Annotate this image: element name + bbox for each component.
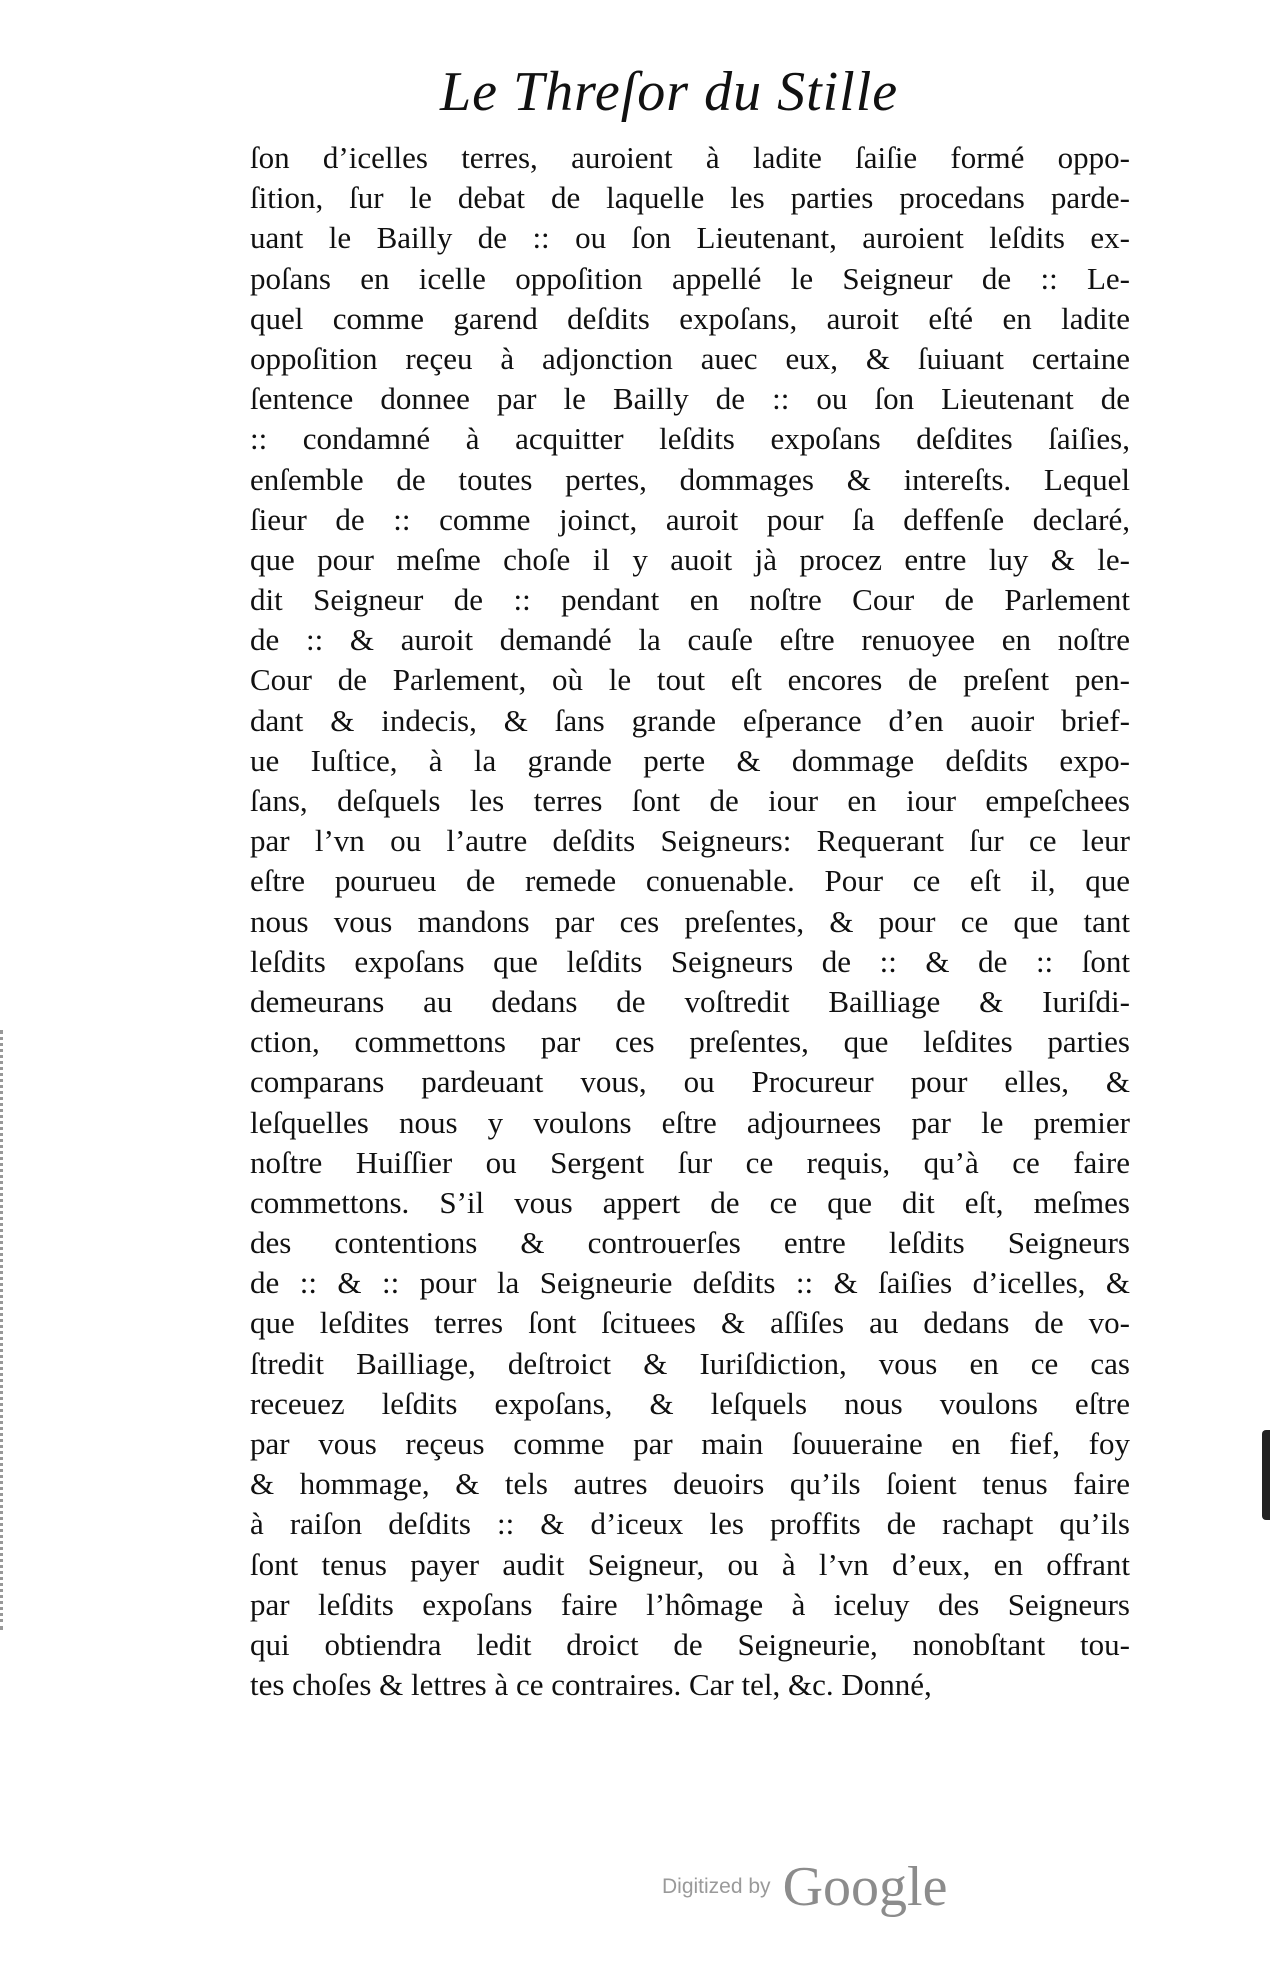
text-line: des contentions & controuerſes entre leſdits Seigneurs: [250, 1225, 1130, 1261]
text-line: comparans pardeuant vous, ou Procureur pour elles, &: [250, 1064, 1130, 1100]
text-line: ue Iuſtice, à la grande perte & dommage deſdits expo-: [250, 742, 1130, 778]
text-line: oppoſition reçeu à adjonction auec eux, & ſuiuant certaine: [250, 340, 1130, 376]
text-line: que leſdites terres ſont ſcituees & aſſiſes au dedans de vo-: [250, 1305, 1130, 1341]
text-line: nous vous mandons par ces preſentes, & pour ce que tant: [250, 903, 1130, 939]
text-line: commettons. S’il vous appert de ce que dit eſt, meſmes: [250, 1184, 1130, 1220]
text-line: poſans en icelle oppoſition appellé le Seigneur de :: Le-: [250, 260, 1130, 296]
text-line: receuez leſdits expoſans, & leſquels nous voulons eſtre: [250, 1385, 1130, 1421]
text-line: ſieur de :: comme joinct, auroit pour ſa deffenſe declaré,: [250, 501, 1130, 537]
text-line: par leſdits expoſans faire l’hômage à iceluy des Seigneurs: [250, 1586, 1130, 1622]
page-edge-specks: [0, 1030, 13, 1630]
text-line: eſtre pourueu de remede conuenable. Pour ce eſt il, que: [250, 863, 1130, 899]
text-line: ſtredit Bailliage, deſtroict & Iuriſdiction, vous en ce cas: [250, 1345, 1130, 1381]
text-line: enſemble de toutes pertes, dommages & intereſts. Lequel: [250, 461, 1130, 497]
text-line: dit Seigneur de :: pendant en noſtre Cour de Parlement: [250, 582, 1130, 618]
text-line: ſition, ſur le debat de laquelle les parties procedans parde-: [250, 180, 1130, 216]
text-line: quel comme garend deſdits expoſans, auroit eſté en ladite: [250, 300, 1130, 336]
text-line: demeurans au dedans de voſtredit Bailliage & Iuriſdi-: [250, 983, 1130, 1019]
text-line: uant le Bailly de :: ou ſon Lieutenant, auroient leſdits ex-: [250, 220, 1130, 256]
text-line: noſtre Huiſſier ou Sergent ſur ce requis, qu’à ce faire: [250, 1144, 1130, 1180]
text-line: ction, commettons par ces preſentes, que leſdites parties: [250, 1024, 1130, 1060]
text-line: ſont tenus payer audit Seigneur, ou à l’vn d’eux, en offrant: [250, 1546, 1130, 1582]
text-line: leſquelles nous y voulons eſtre adjournees par le premier: [250, 1104, 1130, 1140]
text-line: qui obtiendra ledit droict de Seigneurie, nonobſtant tou-: [250, 1626, 1130, 1662]
text-line: tes choſes & lettres à ce contraires. Car tel, &c. Donné,: [250, 1667, 932, 1703]
google-logo: Google: [782, 1856, 948, 1918]
watermark-prefix: Digitized by: [662, 1875, 771, 1898]
page-edge-mark: [1262, 1430, 1270, 1520]
text-line: par l’vn ou l’autre deſdits Seigneurs: Requerant ſur ce leur: [250, 823, 1130, 859]
text-line: que pour meſme choſe il y auoit jà procez entre luy & le-: [250, 541, 1130, 577]
text-line: Cour de Parlement, où le tout eſt encores de preſent pen-: [250, 662, 1130, 698]
text-line: de :: & auroit demandé la cauſe eſtre renuoyee en noſtre: [250, 622, 1130, 658]
text-line: :: condamné à acquitter leſdits expoſans deſdites ſaiſies,: [250, 421, 1130, 457]
text-line: leſdits expoſans que leſdits Seigneurs de :: & de :: ſont: [250, 943, 1130, 979]
text-line: par vous reçeus comme par main ſouueraine en fief, foy: [250, 1426, 1130, 1461]
text-line: ſon d’icelles terres, auroient à ladite ſaiſie formé oppo-: [250, 140, 1130, 175]
text-line: à raiſon deſdits :: & d’iceux les proffits de rachapt qu’ils: [250, 1506, 1130, 1542]
digitization-watermark: [662, 1855, 947, 1919]
text-line: de :: & :: pour la Seigneurie deſdits :: & ſaiſies d’icelles, &: [250, 1265, 1130, 1301]
text-line: & hommage, & tels autres deuoirs qu’ils ſoient tenus faire: [250, 1466, 1130, 1502]
running-title: Le Threſor du Stille: [440, 61, 899, 123]
body-text: [250, 138, 1130, 1705]
text-line: ſans, deſquels les terres ſont de iour en iour empeſchees: [250, 783, 1130, 818]
text-line: dant & indecis, & ſans grande eſperance d’en auoir brief-: [250, 702, 1130, 738]
text-line: ſentence donnee par le Bailly de :: ou ſon Lieutenant de: [250, 381, 1130, 417]
